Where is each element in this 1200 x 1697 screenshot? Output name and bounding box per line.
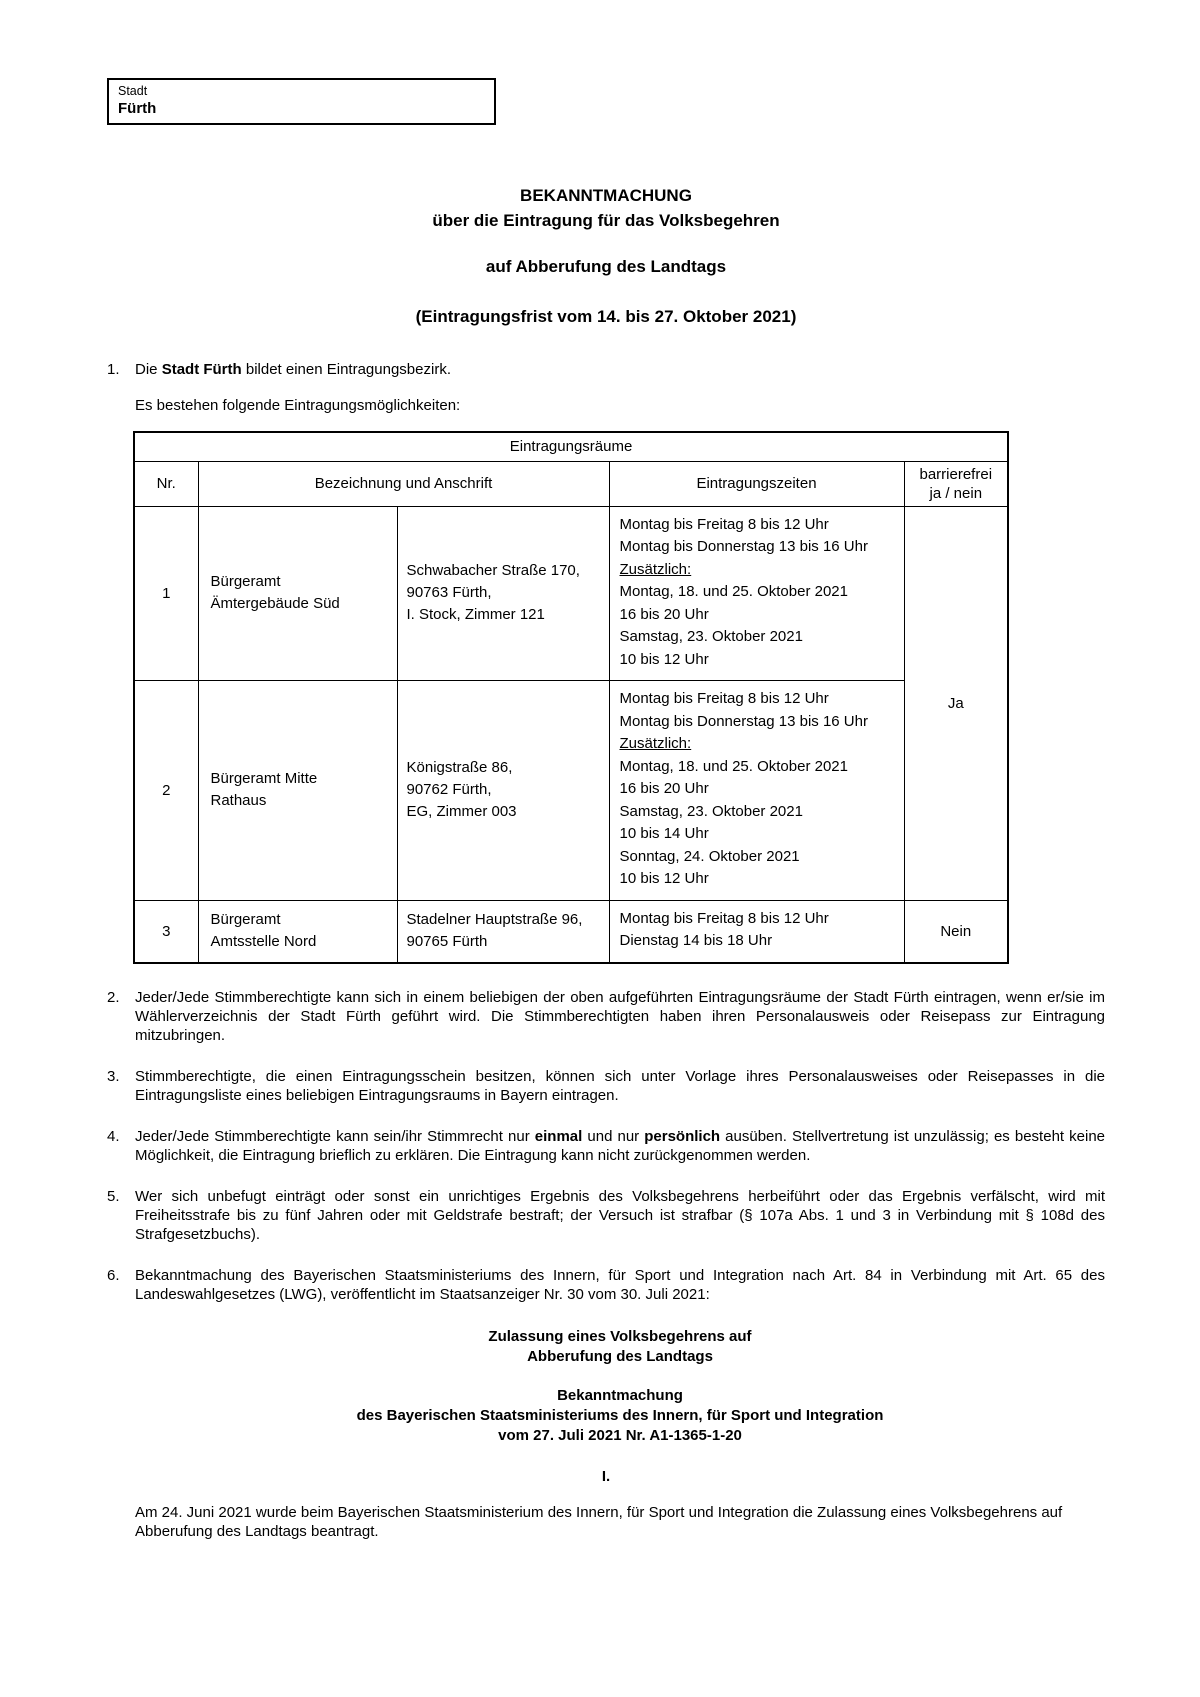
list-item-5 bbox=[107, 1187, 1105, 1244]
list-item-4 bbox=[107, 1127, 1105, 1165]
city-stamp-box bbox=[107, 78, 496, 125]
closing-paragraph: Am 24. Juni 2021 wurde beim Bayerischen Staatsministerium des Innern, für Sport und Integration die Zulassung eines Volksbegehrens auf Abberufung des Landtags beantragt. bbox=[135, 1503, 1063, 1540]
document-title bbox=[107, 183, 1105, 329]
item-2-text: Jeder/Jede Stimmberechtigte kann sich in einem beliebigen der oben aufgeführten Eintragungsräume der Stadt Fürth eintragen, wenn er/sie im Wählerverzeichnis der Stadt Fürth geführt wird. Die Stimmberechtigten haben ihren Personalausweis oder Reisepass zur Eintragung mitzubringen. bbox=[135, 988, 1105, 1044]
item-5-text: Wer sich unbefugt einträgt oder sonst ein unrichtiges Ergebnis des Volksbegehrens herbeiführt oder das Ergebnis verfälscht, wird mit Freiheitsstrafe bis zu fünf Jahren oder mit Geldstrafe bestraft; der Versuch ist strafbar (§ 107a Abs. 1 und 3 in Verbindung mit § 108d des Strafgesetzbuchs). bbox=[135, 1187, 1105, 1243]
announcement-line-4: des Bayerischen Staatsministeriums des Innern, für Sport und Integration bbox=[356, 1406, 884, 1424]
table-intro-text: Es bestehen folgende Eintragungsmöglichkeiten: bbox=[135, 397, 461, 414]
announcement-line-2: Abberufung des Landtags bbox=[527, 1347, 713, 1365]
barrierefrei-header-line-1: barrierefrei bbox=[919, 465, 993, 483]
row-1-office-name: Bürgeramt Ämtergebäude Süd bbox=[198, 506, 397, 681]
list-item-1 bbox=[107, 360, 1105, 379]
row-1-number: 1 bbox=[134, 506, 198, 681]
table-caption: Eintragungsräume bbox=[134, 432, 1008, 461]
row-2-number: 2 bbox=[134, 681, 198, 901]
column-header-bezeichnung: Bezeichnung und Anschrift bbox=[198, 461, 609, 506]
title-line-2: über die Eintragung für das Volksbegehren bbox=[432, 211, 780, 230]
announcement-line-3: Bekanntmachung bbox=[557, 1386, 683, 1404]
title-line-3: auf Abberufung des Landtags bbox=[485, 257, 727, 276]
row-3-opening-times: Montag bis Freitag 8 bis 12 Uhr Dienstag 14 bis 18 Uhr bbox=[609, 900, 904, 963]
table-row bbox=[134, 900, 1008, 963]
stamp-label: Stadt bbox=[118, 84, 148, 98]
item-6-number: 6. bbox=[107, 1266, 120, 1284]
title-line-4: (Eintragungsfrist vom 14. bis 27. Oktober 2021) bbox=[415, 307, 797, 326]
row-1-opening-times: Montag bis Freitag 8 bis 12 Uhr Montag bis Donnerstag 13 bis 16 Uhr Zusätzlich: Montag, 18. und 25. Oktober 2021 16 bis 20 Uhr Samstag, 23. Oktober 2021 10 bis 12 Uhr bbox=[609, 506, 904, 681]
row-2-opening-times: Montag bis Freitag 8 bis 12 Uhr Montag bis Donnerstag 13 bis 16 Uhr Zusätzlich: Montag, 18. und 25. Oktober 2021 16 bis 20 Uhr Samstag, 23. Oktober 2021 10 bis 14 Uhr Sonntag, 24. Oktober 2021 10 bis 12 Uhr bbox=[609, 681, 904, 901]
row-2-office-address: Königstraße 86, 90762 Fürth, EG, Zimmer 003 bbox=[397, 681, 609, 901]
row-3-number: 3 bbox=[134, 900, 198, 963]
table-row bbox=[134, 681, 1008, 901]
rows-1-2-accessible-value: Ja bbox=[904, 506, 1008, 900]
item-2-number: 2. bbox=[107, 988, 120, 1006]
row-1-office-address: Schwabacher Straße 170, 90763 Fürth, I. Stock, Zimmer 121 bbox=[397, 506, 609, 681]
list-item-6 bbox=[107, 1266, 1105, 1304]
section-numeral: I. bbox=[601, 1467, 611, 1485]
list-item-2 bbox=[107, 988, 1105, 1045]
column-header-barrierefrei bbox=[904, 461, 1008, 506]
row-3-accessible-value: Nein bbox=[904, 900, 1008, 963]
row-3-office-address: Stadelner Hauptstraße 96, 90765 Fürth bbox=[397, 900, 609, 963]
list-item-3 bbox=[107, 1067, 1105, 1105]
row-2-office-name: Bürgeramt Mitte Rathaus bbox=[198, 681, 397, 901]
item-1-text: Die Stadt Fürth bildet einen Eintragungsbezirk. bbox=[135, 361, 451, 378]
title-line-1: BEKANNTMACHUNG bbox=[520, 186, 692, 205]
announcement-line-5: vom 27. Juli 2021 Nr. A1-1365-1-20 bbox=[498, 1426, 742, 1444]
row-3-office-name: Bürgeramt Amtsstelle Nord bbox=[198, 900, 397, 963]
item-5-number: 5. bbox=[107, 1187, 120, 1205]
column-header-zeiten: Eintragungszeiten bbox=[609, 461, 904, 506]
ministry-announcement-heading bbox=[135, 1327, 1105, 1446]
stamp-city-name: Fürth bbox=[118, 100, 157, 117]
table-row bbox=[134, 506, 1008, 681]
announcement-line-1: Zulassung eines Volksbegehrens auf bbox=[488, 1327, 752, 1345]
item-3-number: 3. bbox=[107, 1067, 120, 1085]
barrierefrei-header-line-2: ja / nein bbox=[929, 484, 983, 502]
eintragungsraeume-table bbox=[133, 431, 1009, 964]
table-header-row bbox=[134, 461, 1008, 506]
item-1-number: 1. bbox=[107, 361, 120, 378]
item-4-text: Jeder/Jede Stimmberechtigte kann sein/ihr Stimmrecht nur einmal und nur persönlich ausüben. Stellvertretung ist unzulässig; es besteht keine Möglichkeit, die Eintragung brieflich zu erklären. Die Eintragung kann nicht zurückgenommen werden. bbox=[135, 1127, 1106, 1164]
item-3-text: Stimmberechtigte, die einen Eintragungsschein besitzen, können sich unter Vorlage ihres Personalausweises oder Reisepasses in die Eintragungsliste eines beliebigen Eintragungsraums in Bayern eintragen. bbox=[135, 1067, 1105, 1104]
item-4-number: 4. bbox=[107, 1127, 120, 1145]
table-caption-row bbox=[134, 432, 1008, 461]
column-header-nr: Nr. bbox=[134, 461, 198, 506]
item-6-text: Bekanntmachung des Bayerischen Staatsministeriums des Innern, für Sport und Integration nach Art. 84 in Verbindung mit Art. 65 des Landeswahlgesetzes (LWG), veröffentlicht im Staatsanzeiger Nr. 30 vom 30. Juli 2021: bbox=[135, 1266, 1105, 1303]
